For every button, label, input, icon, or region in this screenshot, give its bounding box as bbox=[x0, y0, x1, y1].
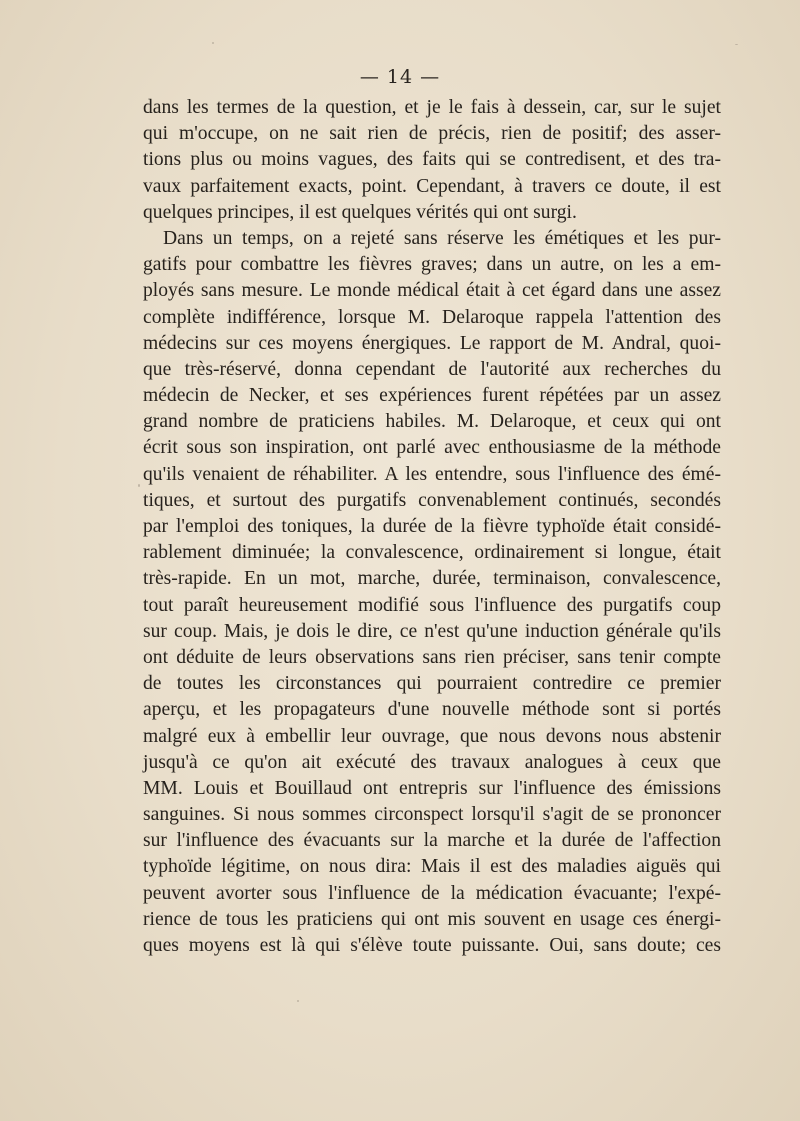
paper-speck bbox=[297, 1000, 299, 1002]
text-line: tout paraît heureusement modifié sous l'influence des purgatifs coup bbox=[143, 594, 721, 616]
page-number: — 14 — bbox=[359, 66, 441, 88]
text-line: médecins sur ces moyens énergiques. Le rapport de M. Andral, quoi- bbox=[143, 332, 721, 354]
text-line: peuvent avorter sous l'influence de la médication évacuante; l'expé- bbox=[143, 882, 721, 904]
text-line: sur coup. Mais, je dois le dire, ce n'est qu'une induction générale qu'ils bbox=[143, 620, 721, 642]
text-line: médecin de Necker, et ses expériences furent répétées par un assez bbox=[143, 385, 721, 407]
text-line: par l'emploi des toniques, la durée de la fièvre typhoïde était considé- bbox=[143, 516, 721, 537]
text-line: gatifs pour combattre les fièvres graves; dans un autre, on les a em- bbox=[143, 254, 721, 276]
text-line: ployés sans mesure. Le monde médical était à cet égard dans une assez bbox=[143, 280, 721, 302]
text-line: MM. Louis et Bouillaud ont entrepris sur l'influence des émissions bbox=[143, 777, 721, 799]
text-line: complète indifférence, lorsque M. Delaroque rappela l'attention des bbox=[143, 306, 721, 328]
text-line: sur l'influence des évacuants sur la marche et la durée de l'affection bbox=[143, 830, 721, 852]
text-line: aperçu, et les propagateurs d'une nouvelle méthode sont si portés bbox=[143, 699, 721, 721]
text-line: écrit sous son inspiration, ont parlé avec enthousiasme de la méthode bbox=[143, 437, 721, 459]
text-line: jusqu'à ce qu'on ait exécuté des travaux analogues à ceux que bbox=[143, 751, 721, 773]
text-line: qu'ils venaient de réhabiliter. A les entendre, sous l'influence des émé- bbox=[143, 463, 721, 485]
text-line: que très-réservé, donna cependant de l'autorité aux recherches du bbox=[143, 358, 721, 380]
text-line: Dans un temps, on a rejeté sans réserve les émétiques et les pur- bbox=[163, 227, 721, 249]
paper-speck bbox=[735, 44, 738, 45]
text-line: de toutes les circonstances qui pourraient contredire ce premier bbox=[143, 673, 721, 695]
text-line: sanguines. Si nous sommes circonspect lorsqu'il s'agit de se prononcer bbox=[143, 804, 721, 826]
text-line: très-rapide. En un mot, marche, durée, terminaison, convalescence, bbox=[143, 568, 721, 590]
body-text bbox=[143, 95, 721, 959]
text-line: qui m'occupe, on ne sait rien de précis, rien de positif; des asser- bbox=[143, 123, 721, 145]
text-line: malgré eux à embellir leur ouvrage, que nous devons nous abstenir bbox=[143, 725, 721, 747]
text-line: grand nombre de praticiens habiles. M. Delaroque, et ceux qui ont bbox=[143, 411, 721, 433]
paper-speck bbox=[138, 484, 140, 487]
text-line: rience de tous les praticiens qui ont mis souvent en usage ces énergi- bbox=[143, 908, 721, 930]
paper-speck bbox=[212, 42, 214, 44]
text-line: tiques, et surtout des purgatifs convenablement continués, secondés bbox=[143, 489, 721, 511]
text-line: vaux parfaitement exacts, point. Cependant, à travers ce doute, il est bbox=[143, 175, 721, 197]
text-line: typhoïde légitime, on nous dira: Mais il est des maladies aiguës qui bbox=[143, 856, 721, 878]
text-line: rablement diminuée; la convalescence, ordinairement si longue, était bbox=[143, 542, 721, 564]
text-line: tions plus ou moins vagues, des faits qui se contredisent, et des tra- bbox=[143, 149, 721, 171]
text-line: ont déduite de leurs observations sans rien préciser, sans tenir compte bbox=[143, 646, 721, 668]
text-line: quelques principes, il est quelques vérités qui ont surgi. bbox=[143, 201, 577, 223]
text-line: ques moyens est là qui s'élève toute puissante. Oui, sans doute; ces bbox=[143, 935, 721, 956]
text-line: dans les termes de la question, et je le fais à dessein, car, sur le sujet bbox=[143, 97, 721, 118]
